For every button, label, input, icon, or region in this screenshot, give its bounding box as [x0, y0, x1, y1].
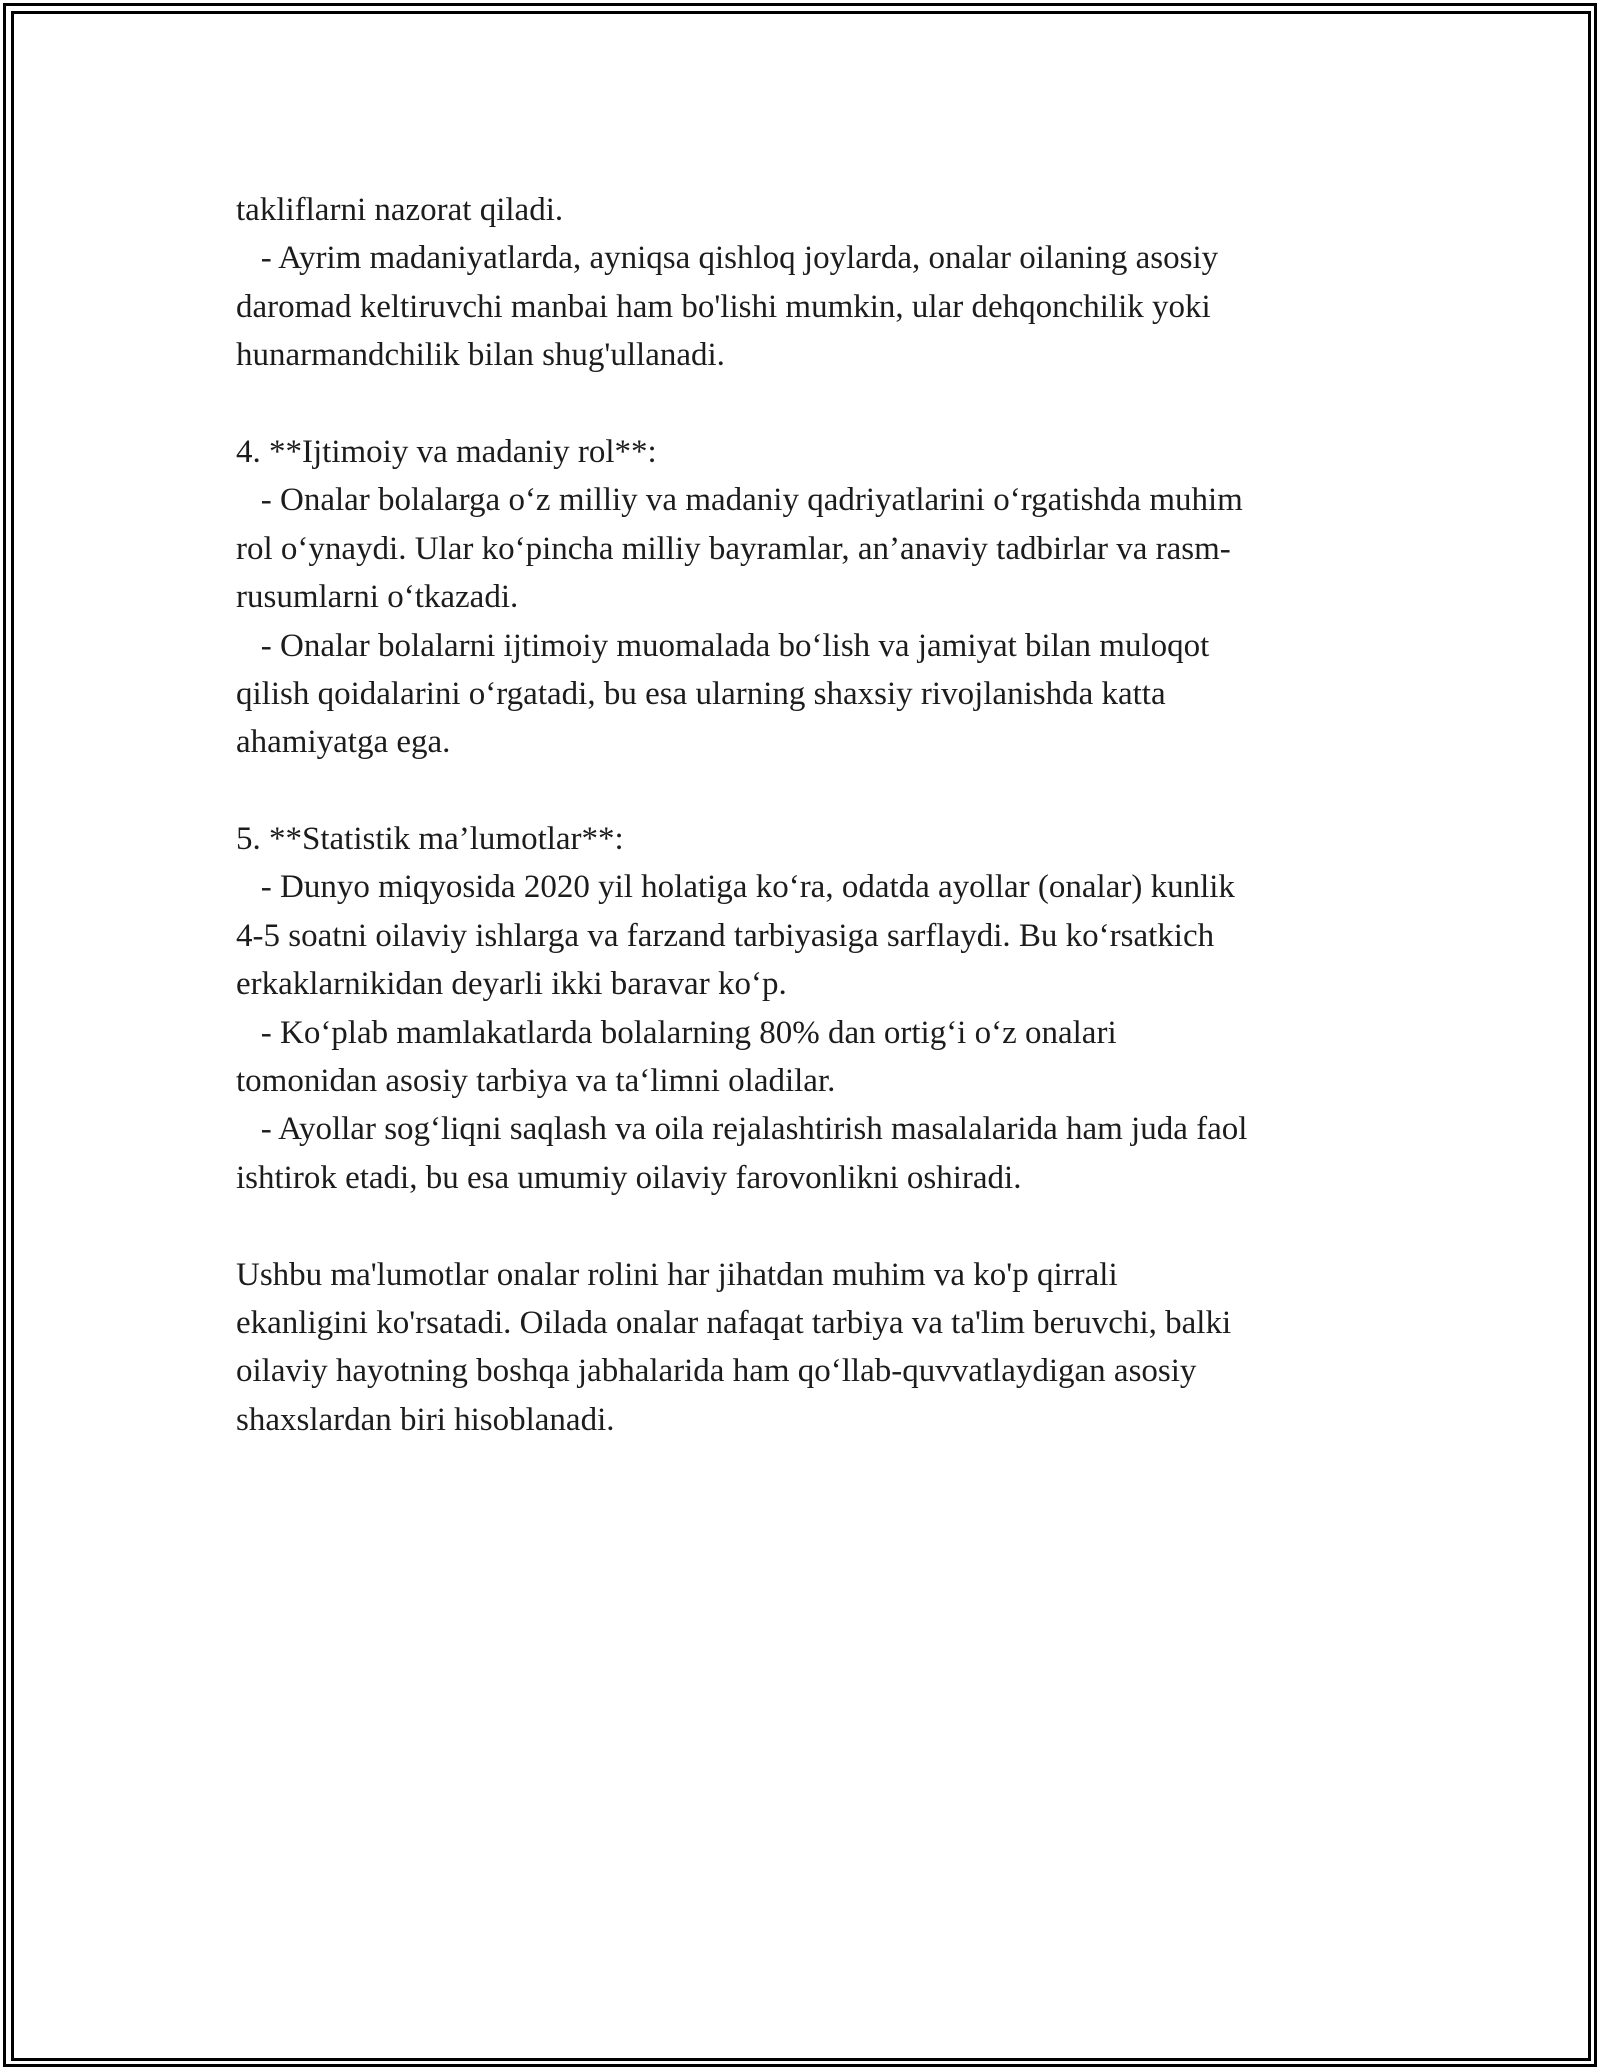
text-line: shaxslardan biri hisoblanadi.: [236, 1401, 615, 1438]
text-line: - Ayollar sog‘liqni saqlash va oila rejalashtirish masalalarida ham juda faol: [236, 1111, 1248, 1148]
text-line: 4-5 soatni oilaviy ishlarga va farzand tarbiyasiga sarflaydi. Bu ko‘rsatkich: [236, 917, 1215, 954]
text-line: - Ko‘plab mamlakatlarda bolalarning 80% dan ortig‘i o‘z onalari: [236, 1014, 1117, 1051]
text-line: takliflarni nazorat qiladi.: [236, 192, 564, 228]
text-line: qilish qoidalarini o‘rgatadi, bu esa ularning shaxsiy rivojlanishda katta: [236, 675, 1166, 712]
text-line: - Onalar bolalarni ijtimoiy muomalada bo‘lish va jamiyat bilan muloqot: [236, 627, 1210, 664]
text-line: erkaklarnikidan deyarli ikki baravar ko‘p.: [236, 966, 787, 1003]
text-line: hunarmandchilik bilan shug'ullanadi.: [236, 337, 725, 374]
text-line: oilaviy hayotning boshqa jabhalarida ham qo‘llab-quvvatlaydigan asosiy: [236, 1353, 1197, 1390]
paragraph-spacer: [236, 380, 1376, 428]
document-body: [236, 186, 1376, 1444]
text-line: Ushbu ma'lumotlar onalar rolini har jihatdan muhim va ko'p qirrali: [236, 1256, 1118, 1293]
paragraph-spacer: [236, 1202, 1376, 1250]
section-heading: 4. **Ijtimoiy va madaniy rol**:: [236, 433, 657, 470]
text-line: daromad keltiruvchi manbai ham bo'lishi mumkin, ular dehqonchilik yoki: [236, 288, 1211, 325]
text-line: - Ayrim madaniyatlarda, ayniqsa qishloq joylarda, onalar oilaning asosiy: [236, 240, 1219, 277]
section-social-cultural-role: [236, 428, 1376, 767]
text-line: - Onalar bolalarga o‘z milliy va madaniy qadriyatlarini o‘rgatishda muhim: [236, 482, 1243, 519]
text-line: ishtirok etadi, bu esa umumiy oilaviy farovonlikni oshiradi.: [236, 1159, 1022, 1196]
paragraph-continuation: [236, 186, 1376, 380]
text-line: rusumlarni o‘tkazadi.: [236, 579, 519, 616]
section-heading: 5. **Statistik ma’lumotlar**:: [236, 821, 624, 858]
text-line: - Dunyo miqyosida 2020 yil holatiga ko‘ra, odatda ayollar (onalar) kunlik: [236, 869, 1235, 906]
text-line: ekanligini ko'rsatadi. Oilada onalar nafaqat tarbiya va ta'lim beruvchi, balki: [236, 1304, 1232, 1341]
text-line: rol o‘ynaydi. Ular ko‘pincha milliy bayramlar, an’anaviy tadbirlar va rasm-: [236, 530, 1231, 567]
paragraph-spacer: [236, 767, 1376, 815]
paragraph-conclusion: [236, 1251, 1376, 1445]
text-line: ahamiyatga ega.: [236, 724, 451, 761]
text-line: tomonidan asosiy tarbiya va ta‘limni oladilar.: [236, 1063, 836, 1100]
section-statistics: [236, 815, 1376, 1202]
